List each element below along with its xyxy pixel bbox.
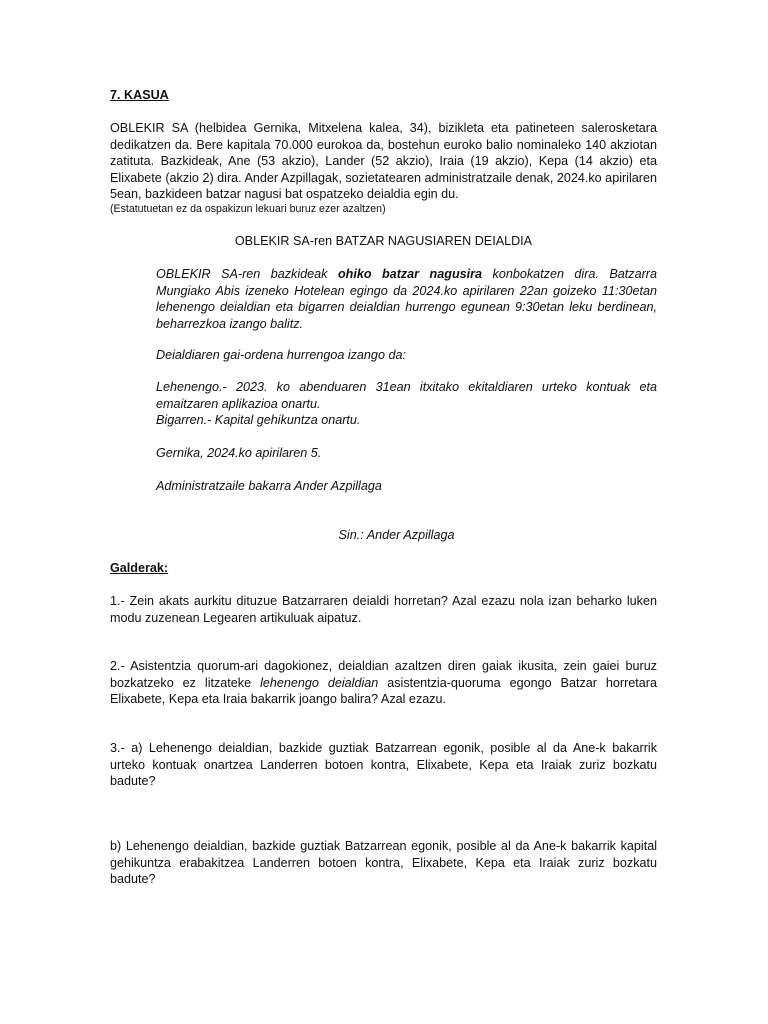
question-3a: 3.- a) Lehenengo deialdian, bazkide guztiak Batzarrean egonik, posible al da Ane-k bakarrik urteko kontuak onartzea Landerren botoen kontra, Elixabete, Kepa eta Iraiak zuriz bozkatu badute? xyxy=(110,741,657,788)
notice-p1-bold: ohiko batzar nagusira xyxy=(337,267,483,281)
agenda-item-1: Lehenengo.- 2023. ko abenduaren 31ean itxitako ekitaldiaren urteko kontuak eta emaitzaren aplikazioa onartu. xyxy=(156,380,657,411)
question-1: 1.- Zein akats aurkitu dituzue Batzarraren deialdi horretan? Azal ezazu nola izan beharko luken modu zuzenean Legearen artikuluak aipatuz. xyxy=(110,594,657,625)
q2-after: asistentzia-quoruma egongo Batzar horretara Elixabete, Kepa eta Iraia bakarrik joango balira? Azal ezazu. xyxy=(110,675,657,706)
statutes-note: (Estatutuetan ez da ospakizun lekuari buruz ezer azaltzen) xyxy=(110,203,386,215)
agenda-intro: Deialdiaren gai-ordena hurrengoa izango da: xyxy=(156,348,406,362)
question-2 xyxy=(110,658,657,708)
case-title: 7. KASUA xyxy=(110,88,169,102)
place-date: Gernika, 2024.ko apirilaren 5. xyxy=(156,446,322,460)
intro-paragraph: OBLEKIR SA (helbidea Gernika, Mitxelena kalea, 34), bizikleta eta patineteen salerosketara dedikatzen da. Bere kapitala 70.000 eurokoa da, bostehun euroko balio nominaleko 140 akziotan zatituta. Bazkideak, Ane (53 akzio), Lander (52 akzio), Iraia (19 akzio), Kepa (14 akzio) eta Elixabete (akzio 2) dira. Ander Azpillagak, sozietatearen administratzaile denak, 2024.ko apirilaren 5ean, bazkideen batzar nagusi bat ospatzeko deialdia egin du. xyxy=(110,121,657,201)
signature: Sin.: Ander Azpillaga xyxy=(338,528,455,542)
notice-title: OBLEKIR SA-ren BATZAR NAGUSIAREN DEIALDIA xyxy=(234,234,533,248)
questions-heading: Galderak: xyxy=(110,561,169,575)
administrator-line: Administratzaile bakarra Ander Azpillaga xyxy=(156,479,382,493)
q2-italic: lehenengo deialdian xyxy=(260,675,379,690)
notice-p1-after: konbokatzen dira. Batzarra Mungiako Abis izeneko Hotelean egingo da 2024.ko apirilaren 22an goizeko 11:30etan lehenengo deialdian eta bigarren deialdian hurrengo egunean 9:30etan leku berdinean, beharrezkoa izango balitz. xyxy=(156,267,658,331)
notice-paragraph xyxy=(156,266,657,332)
question-3b: b) Lehenengo deialdian, bazkide guztiak Batzarrean egonik, posible al da Ane-k bakarrik kapital gehikuntza erabakitzea Landerren botoen kontra, Elixabete, Kepa eta Iraiak zuriz bozkatu badute? xyxy=(110,839,657,886)
notice-p1-before: OBLEKIR SA-ren bazkideak xyxy=(156,267,338,281)
agenda-item-2: Bigarren.- Kapital gehikuntza onartu. xyxy=(156,413,361,427)
q2-before: 2.- Asistentzia quorum-ari dagokionez, deialdian azaltzen diren gaiak ikusita, zein gaiei buruz bozkatzeko ez litzateke xyxy=(110,659,657,690)
